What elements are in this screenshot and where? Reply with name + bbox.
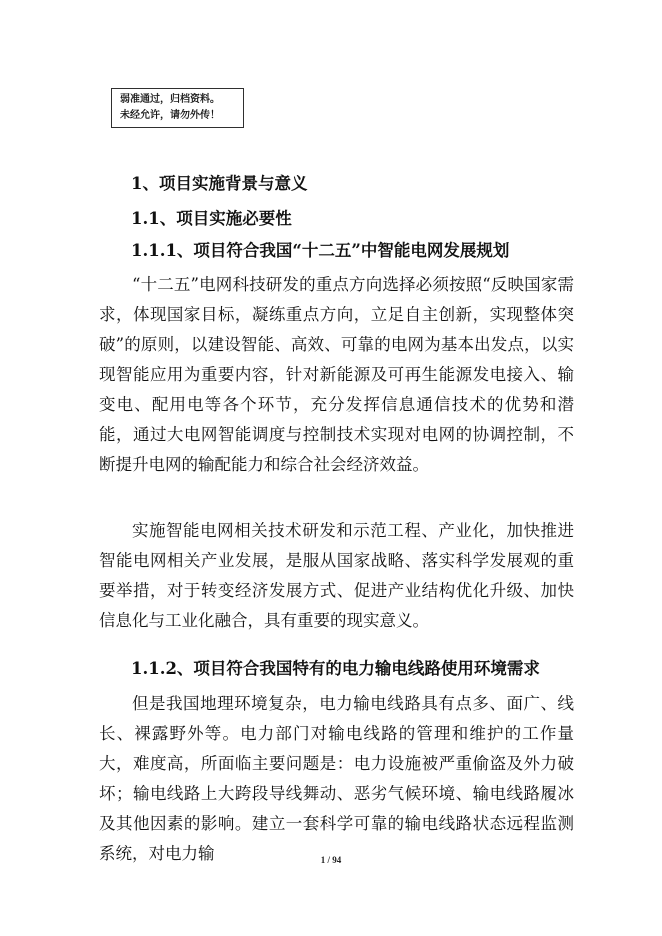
stamp-line-2: 未经允许，请勿外传！	[120, 110, 220, 121]
paragraph-transmission-environment: 但是我国地理环境复杂，电力输电线路具有点多、面广、线长、裸露野外等。电力部门对输电线路的管理和维护的工作量大，难度高，所面临主要问题是：电力设施被严重偷盗及外力破坏；输电线路上大跨段导线舞动、恶劣气候环境、输电线路履冰及其他因素的影响。建立一套科学可靠的输电线路状态远程监测系统，对电力输	[99, 694, 574, 863]
confidentiality-stamp	[111, 88, 244, 128]
section-heading-1-1: 1.1、项目实施必要性	[131, 209, 292, 228]
paragraph-12th-five-year-plan: “十二五”电网科技研发的重点方向选择必须按照“反映国家需求，体现国家目标，凝练重点方向，立足自主创新，实现整体突破”的原则，以建设智能、高效、可靠的电网为基本出发点，以实现智能应用为重要内容，针对新能源及可再生能源发电接入、输变电、配用电等各个环节，充分发挥信息通信技术的优势和潜能，通过大电网智能调度与控制技术实现对电网的协调控制，不断提升电网的输配能力和综合社会经济效益。	[99, 275, 574, 474]
page-number: 1 / 94	[320, 855, 342, 865]
paragraph-smart-grid-industry: 实施智能电网相关技术研发和示范工程、产业化，加快推进智能电网相关产业发展，是服从国家战略、落实科学发展观的重要举措，对于转变经济发展方式、促进产业结构优化升级、加快信息化与工业化融合，具有重要的现实意义。	[99, 521, 574, 630]
section-heading-1: 1、项目实施背景与意义	[131, 174, 308, 193]
section-heading-1-1-2: 1.1.2、项目符合我国特有的电力输电线路使用环境需求	[131, 659, 540, 678]
section-heading-1-1-1: 1.1.1、项目符合我国“十二五”中智能电网发展规划	[131, 241, 510, 260]
stamp-line-1: 弱准通过，归档资料。	[120, 94, 220, 105]
